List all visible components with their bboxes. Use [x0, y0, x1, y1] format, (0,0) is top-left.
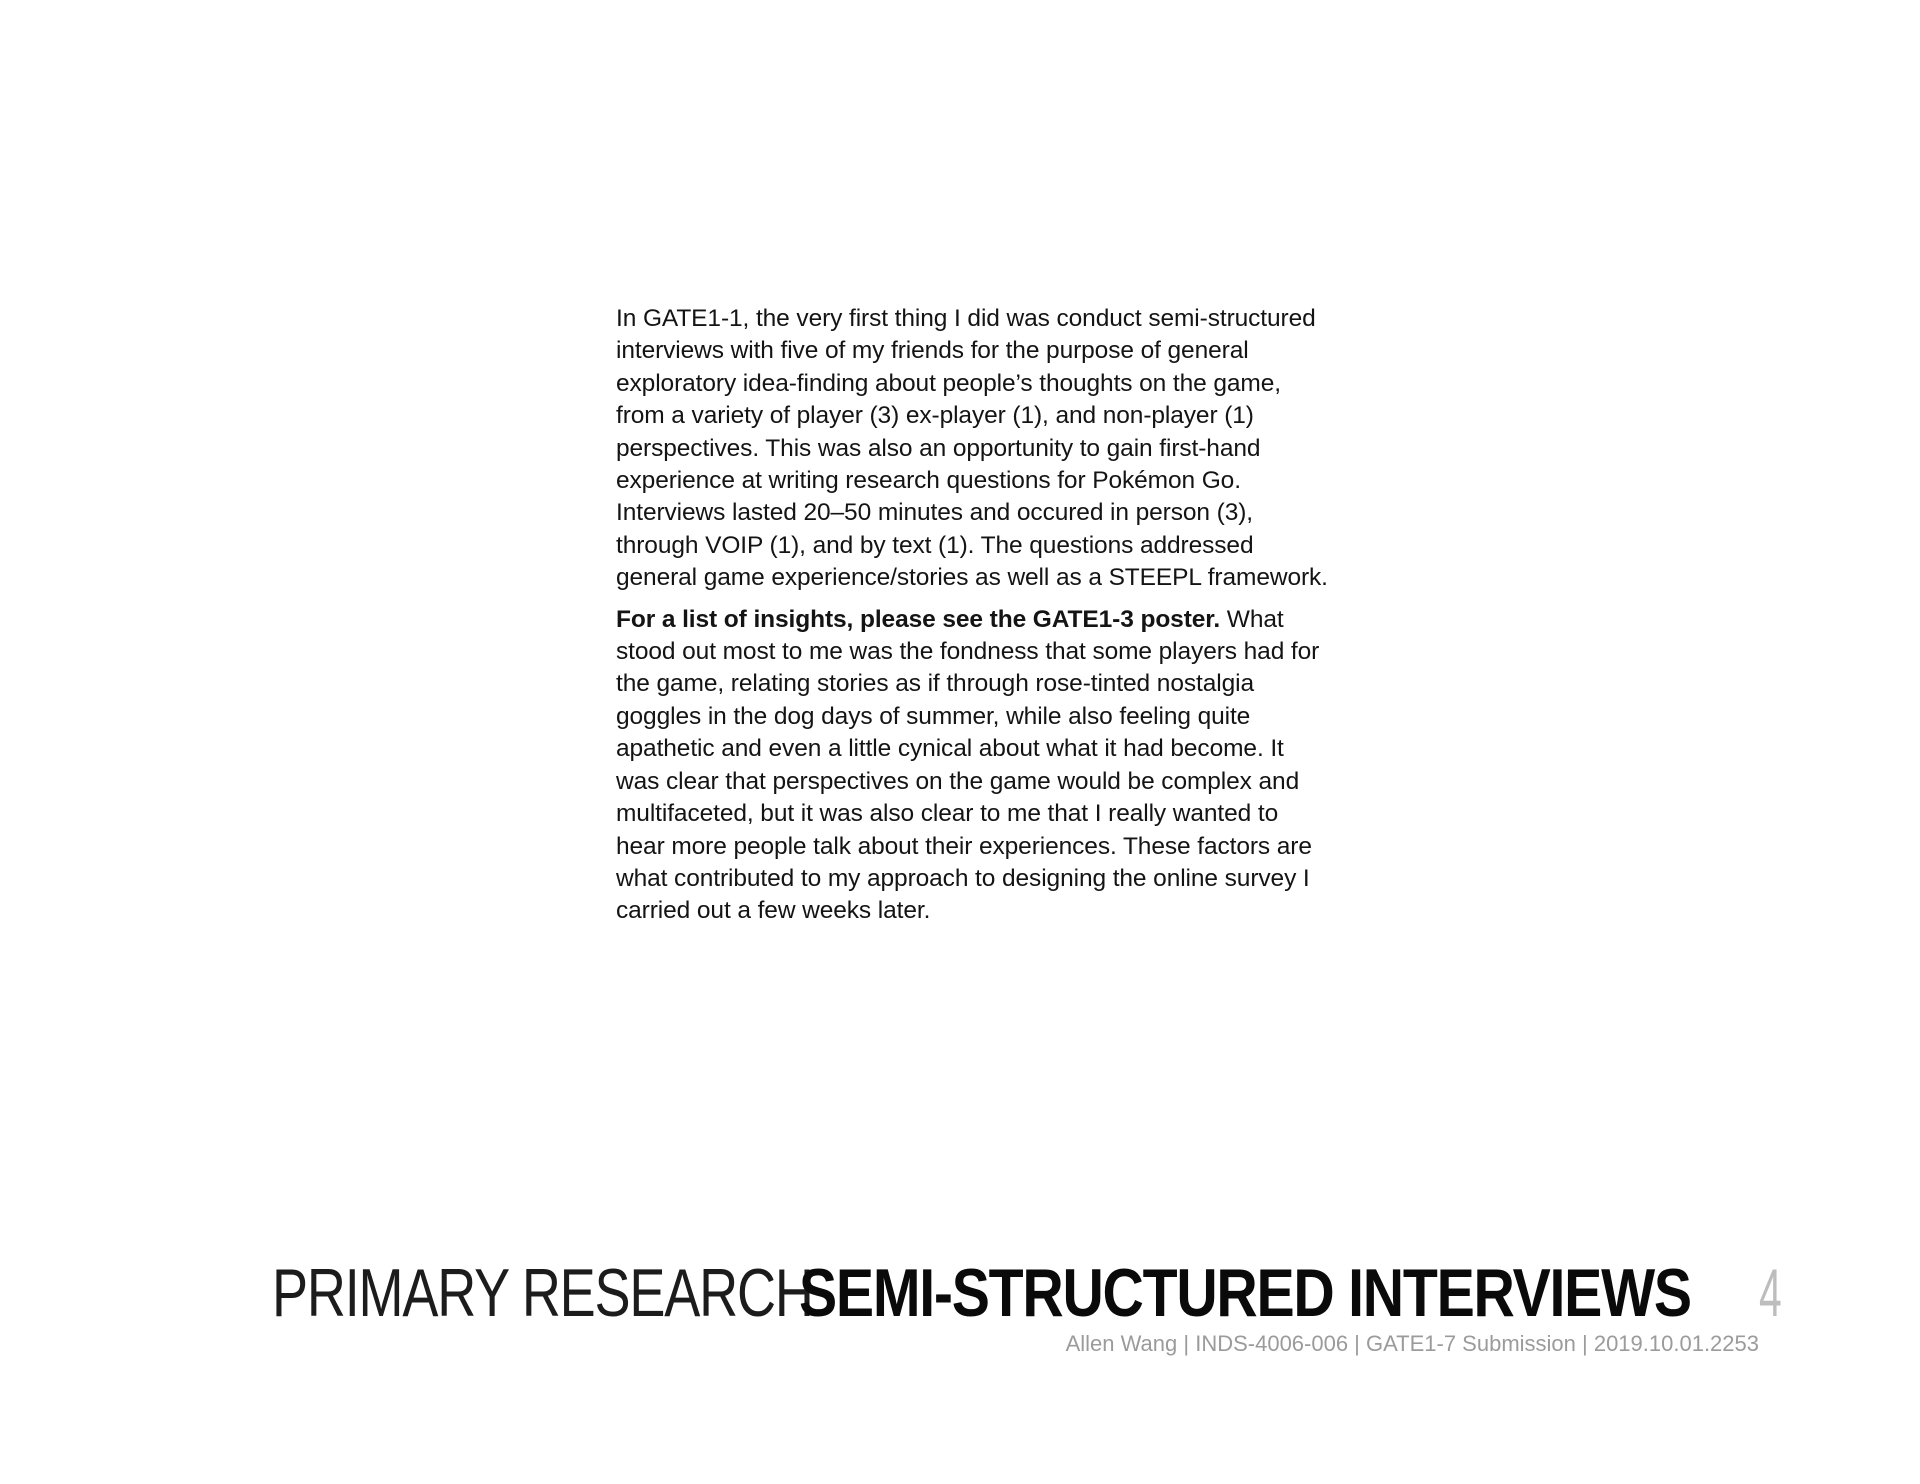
page-heading [272, 1254, 1797, 1334]
paragraph-insights [616, 604, 1328, 928]
insights-callout: For a list of insights, please see the GATE1-3 poster. [616, 605, 1221, 633]
page-number: 4 [1759, 1255, 1782, 1331]
insights-text: What stood out most to me was the fondness that some players had for the game, relating stories as if through rose-tinted nostalgia goggles in the dog days of summer, while also feeling quite apathetic and even a little cynical about what it had become. It was clear that perspectives on the game would be complex and multifaceted, but it was also clear to me that I really wanted to hear more people talk about their experiences. These factors are what contributed to my approach to designing the online survey I carried out a few weeks later. [616, 605, 1320, 925]
paragraph-intro: In GATE1-1, the very first thing I did was conduct semi-structured interviews with five of my friends for the purpose of general exploratory idea-finding about people’s thoughts on the game, from a variety of player (3) ex-player (1), and non-player (1) perspectives. This was also an opportunity to gain first-hand experience at writing research questions for Pokémon Go. Interviews lasted 20–50 minutes and occured in person (3), through VOIP (1), and by text (1). The questions addressed general game experience/stories as well as a STEEPL framework. [616, 305, 1328, 592]
topic-title-text: SEMI-STRUCTURED INTERVIEWS [799, 1255, 1691, 1331]
submission-meta: Allen Wang | INDS-4006-006 | GATE1-7 Submission | 2019.10.01.2253 [1065, 1331, 1759, 1356]
topic-title [799, 1254, 1759, 1332]
body-text [616, 303, 1328, 937]
section-title-text: PRIMARY RESEARCH [272, 1255, 813, 1331]
section-title [272, 1254, 813, 1332]
